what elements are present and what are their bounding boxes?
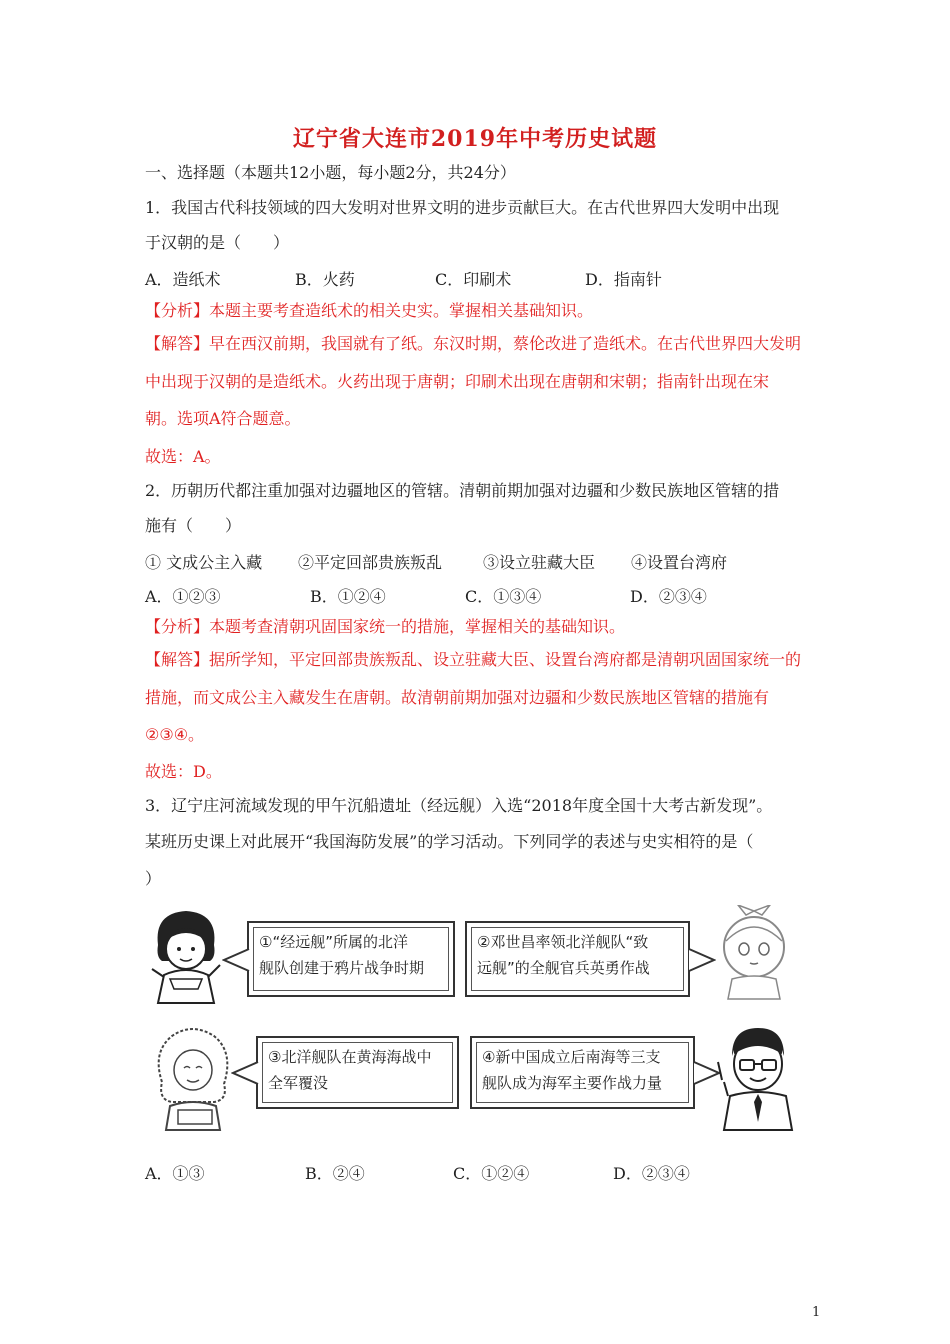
q1-analysis: 【分析】本题主要考查造纸术的相关史实。掌握相关基础知识。 — [145, 301, 594, 320]
speech-bubble-4 — [470, 1036, 695, 1109]
q3-option-d[interactable]: D．②③④ — [613, 1164, 690, 1183]
page-number: 1 — [812, 1305, 821, 1320]
bubble-4-line2: 舰队成为海军主要作战力量 — [482, 1074, 663, 1092]
student-girl-bob-figure — [140, 905, 235, 1005]
q3-option-c[interactable]: C．①②④ — [453, 1164, 530, 1183]
q3-option-b[interactable]: B．②④ — [305, 1164, 365, 1183]
q2-item-1: ① 文成公主入藏 — [145, 553, 263, 572]
q1-stem-line2: 于汉朝的是（ ） — [145, 233, 290, 252]
speech-bubble-1 — [247, 921, 455, 997]
q2-item-2: ②平定回部贵族叛乱 — [298, 553, 443, 572]
q1-choice: 故选：A。 — [145, 447, 221, 466]
student-boy-glasses-figure — [712, 1022, 802, 1132]
q2-answer-line2: 措施，而文成公主入藏发生在唐朝。故清朝前期加强对边疆和少数民族地区管辖的措施有 — [145, 688, 770, 707]
q3-stem-line2: 某班历史课上对此展开“我国海防发展”的学习活动。下列同学的表述与史实相符的是（ — [145, 832, 754, 851]
q2-choice: 故选：D。 — [145, 762, 222, 781]
q1-answer-line2: 中出现于汉朝的是造纸术。火药出现于唐朝；印刷术出现在唐朝和宋朝；指南针出现在宋 — [145, 372, 770, 391]
student-girl-bow-figure — [710, 905, 800, 1000]
q2-option-c[interactable]: C．①③④ — [465, 587, 542, 606]
q2-analysis: 【分析】本题考查清朝巩固国家统一的措施，掌握相关的基础知识。 — [145, 617, 626, 636]
q2-option-a[interactable]: A．①②③ — [145, 587, 221, 606]
page-title: 辽宁省大连市2019年中考历史试题 — [292, 126, 658, 152]
q2-answer-line3: ②③④。 — [145, 725, 205, 744]
speech-bubble-2 — [465, 921, 690, 997]
q2-stem-line2: 施有（ ） — [145, 516, 242, 535]
q1-stem-line1: 1．我国古代科技领域的四大发明对世界文明的进步贡献巨大。在古代世界四大发明中出现 — [145, 198, 780, 217]
q3-stem-line1: 3．辽宁庄河流域发现的甲午沉船遗址（经远舰）入选“2018年度全国十大考古新发现”。 — [145, 796, 773, 815]
speech-bubble-3 — [256, 1036, 459, 1109]
section-header: 一、选择题（本题共12小题，每小题2分，共24分） — [145, 163, 516, 182]
q2-stem-line1: 2．历朝历代都注重加强对边疆地区的管辖。清朝前期加强对边疆和少数民族地区管辖的措 — [145, 481, 780, 500]
bubble-2-line2: 远舰”的全舰官兵英勇作战 — [477, 959, 650, 977]
q2-answer-line1: 【解答】据所学知，平定回部贵族叛乱、设立驻藏大臣、设置台湾府都是清朝巩固国家统一的 — [145, 650, 802, 669]
q1-option-c[interactable]: C．印刷术 — [435, 270, 512, 289]
q3-option-a[interactable]: A．①③ — [145, 1164, 205, 1183]
bubble-3-tail — [231, 1058, 259, 1088]
q2-item-4: ④设置台湾府 — [631, 553, 728, 572]
q2-option-d[interactable]: D．②③④ — [630, 587, 707, 606]
bubble-3-line2: 全军覆没 — [268, 1074, 329, 1092]
q1-answer-line3: 朝。选项A符合题意。 — [145, 409, 301, 428]
q1-option-a[interactable]: A．造纸术 — [145, 270, 221, 289]
q1-option-b[interactable]: B．火药 — [295, 270, 355, 289]
bubble-1-line1: ①“经远舰”所属的北洋 — [259, 933, 408, 951]
q2-item-3: ③设立驻藏大臣 — [483, 553, 596, 572]
bubble-1-tail — [222, 945, 250, 975]
bubble-1-line2: 舰队创建于鸦片战争时期 — [259, 959, 425, 977]
q1-option-d[interactable]: D．指南针 — [585, 270, 662, 289]
bubble-3-line1: ③北洋舰队在黄海海战中 — [268, 1048, 432, 1066]
bubble-4-line1: ④新中国成立后南海等三支 — [482, 1048, 661, 1066]
student-curly-hair-figure — [148, 1022, 238, 1132]
q2-option-b[interactable]: B．①②④ — [310, 587, 386, 606]
q1-answer-line1: 【解答】早在西汉前期，我国就有了纸。东汉时期，蔡伦改进了造纸术。在古代世界四大发明 — [145, 334, 802, 353]
bubble-2-line1: ②邓世昌率领北洋舰队“致 — [477, 933, 649, 951]
q3-stem-line3: ） — [145, 869, 162, 888]
